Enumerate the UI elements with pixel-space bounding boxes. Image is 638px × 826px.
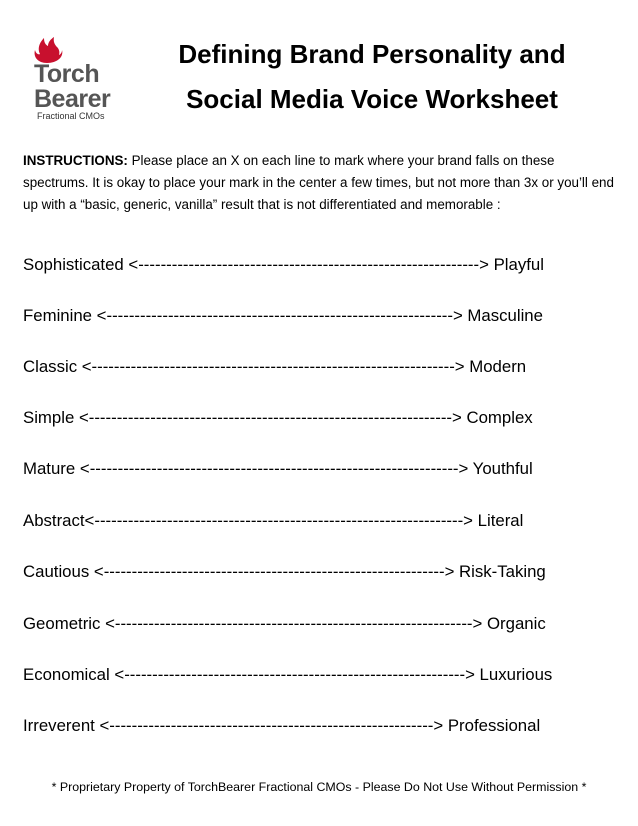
scale-simple-complex: Simple <-----------------------------------------------------------------> Complex <box>23 408 533 427</box>
scale-abstract-literal: Abstract<------------------------------------------------------------------> Literal <box>23 511 524 530</box>
logo-tagline: Fractional CMOs <box>37 111 105 121</box>
scale-sophisticated-playful: Sophisticated <-------------------------------------------------------------> Playful <box>23 255 544 274</box>
logo-wordmark-bearer: Bearer <box>34 85 111 113</box>
scale-irreverent-professional: Irreverent <----------------------------------------------------------> Professional <box>23 716 541 735</box>
title-line-2: Social Media Voice Worksheet <box>186 84 558 114</box>
scale-mature-youthful: Mature <------------------------------------------------------------------> Youthful <box>23 459 533 478</box>
instructions-label: INSTRUCTIONS: <box>23 153 128 168</box>
scale-cautious-risk-taking: Cautious <-------------------------------------------------------------> Risk-Taking <box>23 562 546 581</box>
instructions-paragraph <box>23 150 621 216</box>
footer-notice: * Proprietary Property of TorchBearer Fractional CMOs - Please Do Not Use Without Permission * <box>51 780 587 794</box>
scale-feminine-masculine: Feminine <--------------------------------------------------------------> Masculine <box>23 306 543 325</box>
scale-geometric-organic: Geometric <----------------------------------------------------------------> Organic <box>23 614 546 633</box>
page-title <box>122 32 622 122</box>
instructions-text: Please place an X on each line to mark where your brand falls on these spectrums. It is okay to place your mark in the center a few times, but not more than 3x or you’ll end up with a “basic, generic, vanilla” result that is not differentiated and memorable : <box>23 153 614 212</box>
logo-wordmark-torch: Torch <box>34 60 100 88</box>
scale-classic-modern: Classic <-----------------------------------------------------------------> Modern <box>23 357 527 376</box>
title-line-1: Defining Brand Personality and <box>178 39 566 69</box>
scale-economical-luxurious: Economical <-------------------------------------------------------------> Luxurious <box>23 665 553 684</box>
